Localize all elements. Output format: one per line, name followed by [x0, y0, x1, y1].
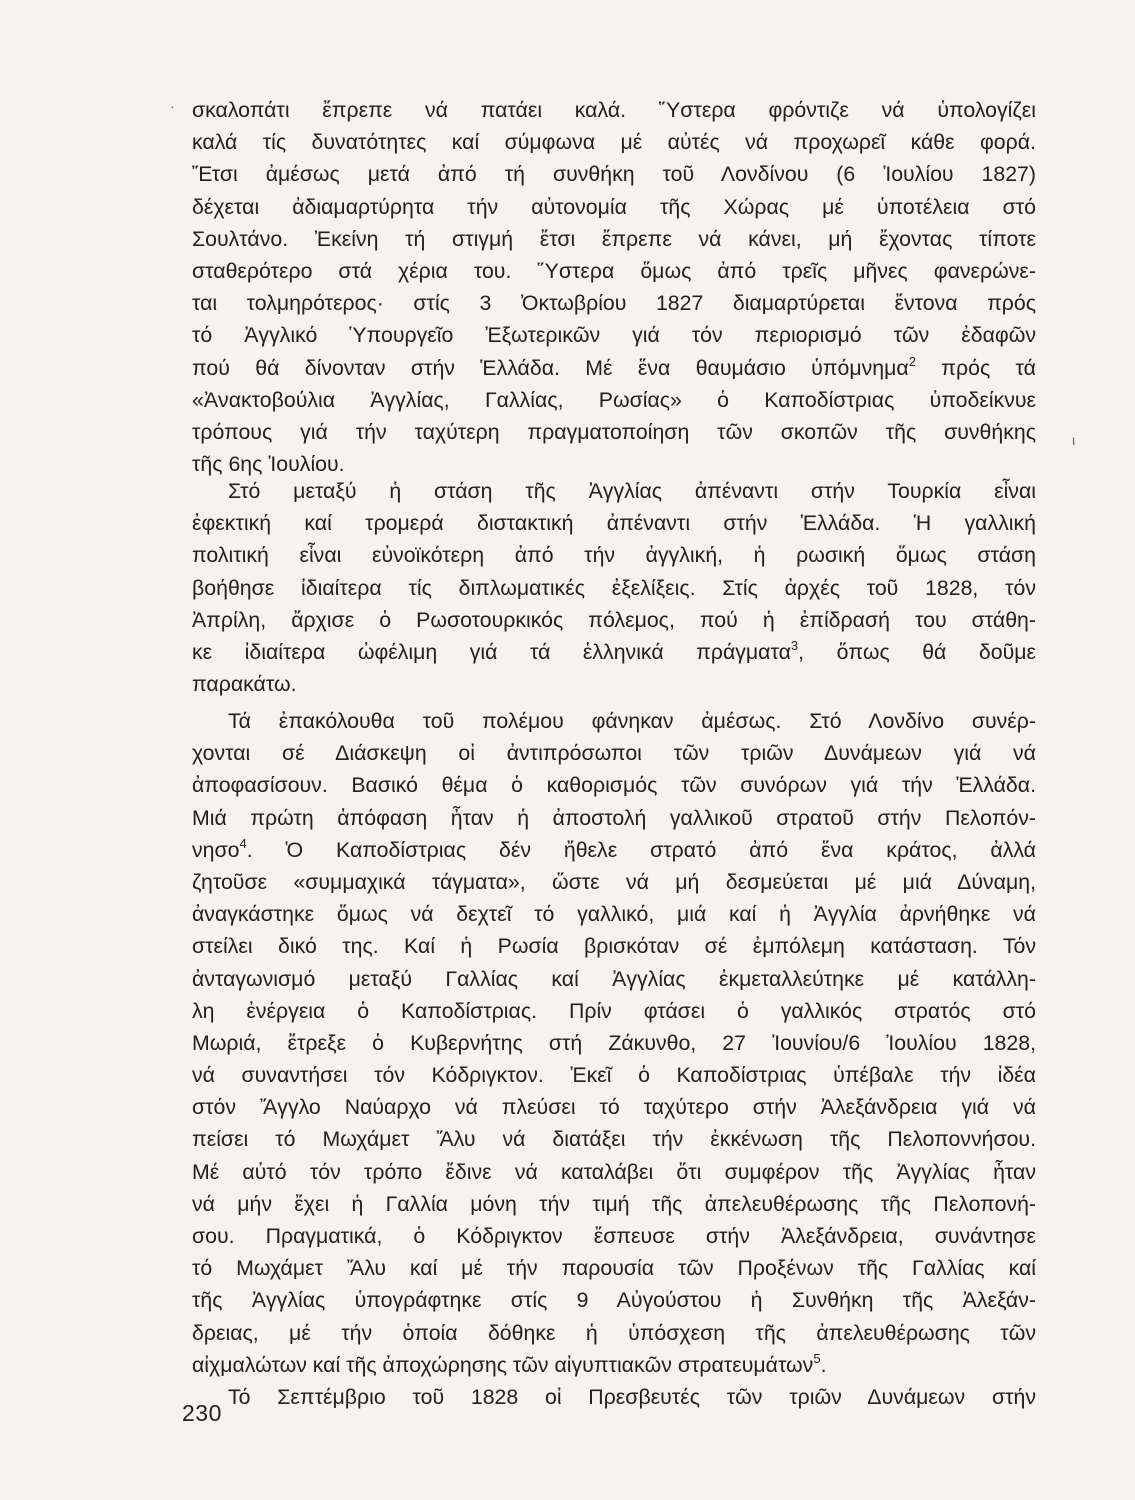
text-line: τό Μωχάμετ Ἄλυ καί μέ τήν παρουσία τῶν Προξένων τῆς Γαλλίας καί	[192, 1256, 1036, 1281]
text-line: Μέ αὐτό τόν τρόπο ἔδινε νά καταλάβει ὅτι συμφέρον τῆς Ἀγγλίας ἦταν	[192, 1159, 1036, 1184]
text-line: πείσει τό Μωχάμετ Ἄλυ νά διατάξει τήν ἐκκένωση τῆς Πελοποννήσου.	[192, 1127, 1036, 1152]
footnote-ref-4: 4	[239, 835, 247, 851]
text-segment: πού θά δίνονταν στήν Ἑλλάδα. Μέ ἕνα θαυμάσιο ὑπόμνημα	[192, 355, 909, 380]
footnote-ref-3: 3	[790, 637, 799, 653]
text-line: ζητοῦσε «συμμαχικά τάγματα», ὥστε νά μή δεσμεύεται μέ μιά Δύναμη,	[192, 869, 1036, 894]
text-line	[192, 352, 1036, 384]
text-segment: νησο	[192, 837, 240, 862]
text-line: τῆς Ἀγγλίας ὑπογράφτηκε στίς 9 Αὐγούστου ἡ Συνθήκη τῆς Ἀλεξάν-	[192, 1288, 1036, 1313]
paragraph-1	[192, 94, 1036, 480]
text-line: νά συναντήσει τόν Κόδριγκτον. Ἐκεῖ ὁ Καποδίστριας ὑπέβαλε τήν ἰδέα	[192, 1063, 1036, 1088]
text-line	[192, 1349, 1036, 1381]
text-line: Ἀπρίλη, ἄρχισε ὁ Ρωσοτουρκικός πόλεμος, πού ἡ ἐπίδρασή του στάθη-	[192, 607, 1036, 632]
text-line: χονται σέ Διάσκεψη οἱ ἀντιπρόσωποι τῶν τριῶν Δυνάμεων γιά νά	[192, 741, 1036, 766]
text-line: Μιά πρώτη ἀπόφαση ἦταν ἡ ἀποστολή γαλλικοῦ στρατοῦ στήν Πελοπόν-	[192, 805, 1036, 830]
text-line: Μωριά, ἔτρεξε ὁ Κυβερνήτης στή Ζάκυνθο, 27 Ἰουνίου/6 Ἰουλίου 1828,	[192, 1030, 1036, 1055]
text-line: Σουλτάνο. Ἐκείνη τή στιγμή ἔτσι ἔπρεπε νά κάνει, μή ἔχοντας τίποτε	[192, 226, 1036, 251]
text-line: Ἔτσι ἀμέσως μετά ἀπό τή συνθήκη τοῦ Λονδίνου (6 Ἰουλίου 1827)	[192, 162, 1036, 187]
text-line: στείλει δικό της. Καί ἡ Ρωσία βρισκόταν σέ ἐμπόλεμη κατάσταση. Τόν	[192, 934, 1036, 959]
paragraph-3	[192, 705, 1036, 1413]
footnote-ref-2: 2	[908, 353, 916, 369]
text-line: σου. Πραγματικά, ὁ Κόδριγκτον ἔσπευσε στήν Ἀλεξάνδρεια, συνάντησε	[192, 1224, 1036, 1248]
text-line: Τά ἐπακόλουθα τοῦ πολέμου φάνηκαν ἀμέσως. Στό Λονδίνο συνέρ-	[228, 709, 1036, 733]
text-line: ἀναγκάστηκε ὅμως νά δεχτεῖ τό γαλλικό, μιά καί ἡ Ἀγγλία ἀρνήθηκε νά	[192, 902, 1036, 927]
text-segment: . Ὁ Καποδίστριας δέν ἤθελε στρατό ἀπό ἕνα κράτος, ἀλλά	[246, 837, 1036, 862]
text-line: ται τολμηρότερος· στίς 3 Ὀκτωβρίου 1827 διαμαρτύρεται ἔντονα πρός	[192, 291, 1036, 316]
text-line: ἀνταγωνισμό μεταξύ Γαλλίας καί Ἀγγλίας ἐκμεταλλεύτηκε μέ κατάλλη-	[192, 966, 1036, 991]
paragraph-2	[192, 475, 1036, 700]
margin-dot: ·	[170, 98, 175, 114]
text-line: δρειας, μέ τήν ὁποία δόθηκε ἡ ὑπόσχεση τῆς ἀπελευθέρωσης τῶν	[192, 1320, 1036, 1345]
page-number: 230	[182, 1400, 222, 1426]
text-segment: , ὅπως θά δοῦμε	[798, 639, 1036, 664]
text-line: σταθερότερο στά χέρια του. Ὕστερα ὅμως ἀπό τρεῖς μῆνες φανερώνε-	[192, 258, 1036, 283]
text-line: λη ἐνέργεια ὁ Καποδίστριας. Πρίν φτάσει ὁ γαλλικός στρατός στό	[192, 998, 1036, 1023]
footnote-ref-5: 5	[813, 1350, 821, 1366]
text-segment: κε ἰδιαίτερα ὠφέλιμη γιά τά ἑλληνικά πράγματα	[192, 639, 791, 664]
text-line: ἀποφασίσουν. Βασικό θέμα ὁ καθορισμός τῶν συνόρων γιά τήν Ἑλλάδα.	[192, 773, 1036, 798]
text-line: καλά τίς δυνατότητες καί σύμφωνα μέ αὐτές νά προχωρεῖ κάθε φορά.	[192, 130, 1036, 155]
text-line: Τό Σεπτέμβριο τοῦ 1828 οἱ Πρεσβευτές τῶν τριῶν Δυνάμεων στήν	[228, 1384, 1036, 1409]
text-line: σκαλοπάτι ἔπρεπε νά πατάει καλά. Ὕστερα φρόντιζε νά ὑπολογίζει	[192, 98, 1036, 122]
margin-tick: ι	[1072, 432, 1076, 448]
text-line: δέχεται ἀδιαμαρτύρητα τήν αὐτονομία τῆς Χώρας μέ ὑποτέλεια στό	[192, 194, 1036, 219]
text-segment: πρός τά	[915, 355, 1036, 380]
text-line: τό Ἀγγλικό Ὑπουργεῖο Ἐξωτερικῶν γιά τόν περιορισμό τῶν ἐδαφῶν	[192, 323, 1036, 348]
text-line: νά μήν ἔχει ἡ Γαλλία μόνη τήν τιμή τῆς ἀπελευθέρωσης τῆς Πελοπονή-	[192, 1191, 1036, 1216]
text-line: στόν Ἄγγλο Ναύαρχο νά πλεύσει τό ταχύτερο στήν Ἀλεξάνδρεια γιά νά	[192, 1095, 1036, 1120]
text-line: τῆς 6ης Ἰουλίου.	[192, 452, 345, 477]
text-segment: .	[820, 1352, 827, 1377]
text-segment: αἰχμαλώτων καί τῆς ἀποχώρησης τῶν αἰγυπτιακῶν στρατευμάτων	[192, 1352, 814, 1377]
text-line: βοήθησε ἰδιαίτερα τίς διπλωματικές ἐξελίξεις. Στίς ἀρχές τοῦ 1828, τόν	[192, 575, 1036, 600]
text-line: πολιτική εἶναι εὐνοϊκότερη ἀπό τήν ἀγγλική, ἡ ρωσική ὅμως στάση	[192, 543, 1036, 568]
text-line: «Ἀνακτοβούλια Ἀγγλίας, Γαλλίας, Ρωσίας» ὁ Καποδίστριας ὑποδείκνυε	[192, 387, 1036, 412]
text-line: Στό μεταξύ ἡ στάση τῆς Ἀγγλίας ἀπέναντι στήν Τουρκία εἶναι	[228, 479, 1036, 503]
text-line: τρόπους γιά τήν ταχύτερη πραγματοποίηση τῶν σκοπῶν τῆς συνθήκης	[192, 419, 1036, 444]
text-line	[192, 636, 1036, 668]
text-line: παρακάτω.	[192, 672, 297, 697]
text-line: ἐφεκτική καί τρομερά διστακτική ἀπέναντι στήν Ἑλλάδα. Ἡ γαλλική	[192, 511, 1036, 536]
text-line	[192, 834, 1036, 866]
